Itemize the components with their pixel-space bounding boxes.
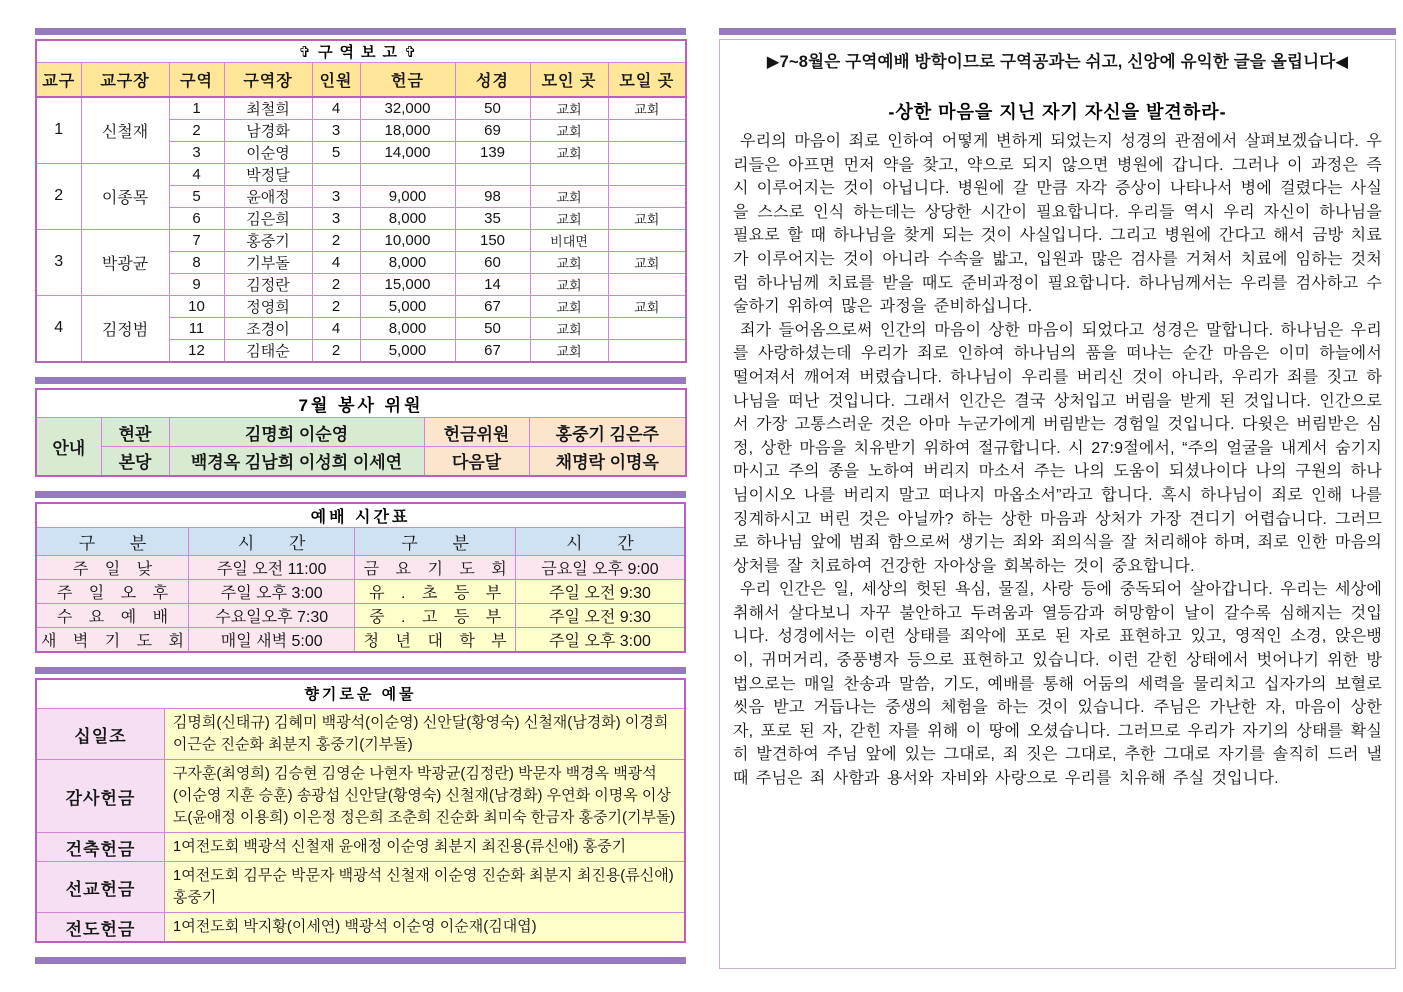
left-column	[35, 28, 686, 964]
meet-place-cell	[608, 229, 686, 251]
offering-cell: 8,000	[360, 317, 455, 339]
offering-cell: 10,000	[360, 229, 455, 251]
zone-cell: 6	[169, 207, 224, 229]
service-time-cell: 주일 오후 3:00	[515, 627, 685, 652]
zone-leader-cell: 조경이	[224, 317, 312, 339]
offering-names-cell: 구자훈(최영희) 김승현 김영순 나현자 박광균(김정란) 박문자 백경옥 백광석(이순영 지훈 승훈) 송광섭 신안달(황영숙) 신철재(남경화) 우연화 이명옥 이상도(윤애정 이용희) 이은정 정은희 조춘희 진순화 최미숙 한금자 홍중기(기부돌)	[164, 760, 685, 833]
report-row	[36, 295, 686, 317]
place-cell: 현관	[101, 418, 169, 447]
zone-cell: 1	[169, 97, 224, 120]
schedule-row	[36, 603, 685, 627]
bible-cell: 60	[455, 251, 530, 273]
schedule-row	[36, 555, 685, 579]
district-report-title-row	[36, 40, 686, 63]
report-row	[36, 97, 686, 120]
offering-row	[36, 760, 685, 833]
header-cell: 시 간	[515, 527, 685, 555]
role-names-cell: 채명락 이명옥	[529, 447, 686, 476]
district-leader-cell: 신철재	[81, 97, 169, 164]
count-cell: 5	[312, 141, 360, 163]
zone-leader-cell: 남경화	[224, 119, 312, 141]
place-cell: 본당	[101, 447, 169, 476]
zone-leader-cell: 박정달	[224, 163, 312, 185]
meet-place-cell	[608, 317, 686, 339]
service-time-cell: 주일 오전 11:00	[188, 555, 355, 579]
count-cell	[312, 163, 360, 185]
header-cell: 성경	[455, 63, 530, 97]
zone-cell: 7	[169, 229, 224, 251]
count-cell: 2	[312, 229, 360, 251]
schedule-row	[36, 627, 685, 652]
report-row	[36, 163, 686, 185]
header-cell: 구역장	[224, 63, 312, 97]
met-place-cell: 교회	[530, 295, 608, 317]
right-column	[719, 28, 1396, 969]
offering-type-cell: 건축헌금	[36, 833, 164, 862]
names-cell: 백경옥 김남희 이성희 이세연	[169, 447, 424, 476]
guide-label-cell: 안내	[36, 418, 101, 476]
zone-leader-cell: 김정란	[224, 273, 312, 295]
offering-cell: 8,000	[360, 207, 455, 229]
vacation-notice: ▶7~8월은 구역예배 방학이므로 구역공과는 쉬고, 신앙에 유익한 글을 올립니다◀	[766, 53, 1349, 71]
met-place-cell	[530, 163, 608, 185]
worship-schedule-header-row	[36, 527, 685, 555]
section-divider-bar	[719, 28, 1396, 35]
met-place-cell: 교회	[530, 207, 608, 229]
offering-names-cell: 1여전도회 김무순 박문자 백광석 신철재 이순영 진순화 최분지 최진용(류신애) 홍중기	[164, 862, 685, 913]
committee-row	[36, 447, 686, 476]
header-cell: 모일 곳	[608, 63, 686, 97]
article-paragraph: 죄가 들어옴으로써 인간의 마음이 상한 마음이 되었다고 성경은 말합니다. 하나님은 우리를 사랑하셨는데 우리가 죄로 인하여 하나님의 품을 떠나는 순간 마음은 이미 하늘에서 떨어져서 깨어져 버렸습니다. 하나님이 우리를 버리신 것이 아니라, 우리가 죄를 짓고 하나님을 떠난 것입니다. 그래서 인간은 결국 상처입고 버림을 받게 된 것입니다. 인간으로서 가장 고통스러운 것은 아마 누군가에게 버림받는 경험일 것입니다. 다윗은 버림받은 심정, 상한 마음을 치유받기 위하여 절규합니다. 시 27:9절에서, “주의 얼굴을 내게서 숨기지 마시고 주의 종을 노하여 버리지 마소서 주는 나의 도움이 되셨나이다 나의 구원의 하나님이시오 나를 버리지 말고 떠나지 마옵소서”라고 합니다. 혹시 하나님이 죄로 인해 나를 징계하시고 버린 것은 아닐까? 하는 상한 마음과 상처가 가장 견디기 어렵습니다. 그러므로 하나님 앞에 범죄 함으로써 생기는 죄와 죄의식을 잘 처리해야 하며, 죄로 인한 마음의 상처를 잘 치료하여 건강한 자아상을 회복하는 것이 중요합니다.	[733, 321, 1382, 575]
committee-row	[36, 418, 686, 447]
meet-place-cell: 교회	[608, 251, 686, 273]
offering-names-cell: 김명희(신태규) 김혜미 백광석(이순영) 신안달(황영숙) 신철재(남경화) 이경희 이근순 진순화 최분지 홍중기(기부돌)	[164, 709, 685, 760]
offering-row	[36, 913, 685, 943]
service-name-cell: 수 요 예 배	[36, 603, 188, 627]
worship-schedule-title: 예배 시간표	[36, 503, 685, 528]
article-title: -상한 마음을 지닌 자기 자신을 발견하라-	[888, 102, 1227, 122]
zone-cell: 11	[169, 317, 224, 339]
offering-row	[36, 709, 685, 760]
article-paragraph: 우리의 마음이 죄로 인하여 어떻게 변하게 되었는지 성경의 관점에서 살펴보겠습니다. 우리들은 아프면 먼저 약을 찾고, 약으로 되지 않으면 병원에 갑니다. 그러나 이 과정은 즉시 이루어지는 것이 아닙니다. 병원에 갈 만큼 자각 증상이 나타나서 병에 걸렸다는 사실을 스스로 인식 하는데는 상당한 시간이 필요합니다. 우리들 역시 우리 자신이 하나님을 필요로 할 때 하나님을 찾게 되는 것이 사실입니다. 그리고 병원에 간다고 해서 금방 치료가 이루어지는 것이 아니라 수속을 밟고, 입원과 많은 검사를 거쳐서 치료에 임하는 것처럼 하나님께 치료를 받을 때도 준비과정이 필요합니다. 하나님께서는 우리를 검사하고 수술하기 위하여 많은 과정을 준비하십니다.	[733, 133, 1382, 316]
offering-cell: 32,000	[360, 97, 455, 120]
offering-type-cell: 선교헌금	[36, 862, 164, 913]
district-number-cell: 1	[36, 97, 81, 164]
service-name-cell: 유 . 초 등 부	[355, 579, 515, 603]
header-cell: 인원	[312, 63, 360, 97]
offering-cell: 5,000	[360, 339, 455, 362]
met-place-cell: 교회	[530, 317, 608, 339]
header-cell: 모인 곳	[530, 63, 608, 97]
offering-cell	[360, 163, 455, 185]
bible-cell: 67	[455, 295, 530, 317]
offering-names-cell: 1여전도회 백광석 신철재 윤애정 이순영 최분지 최진용(류신애) 홍중기	[164, 833, 685, 862]
district-report-title: ✞구역보고✞	[36, 40, 686, 63]
role-cell: 다음달	[424, 447, 529, 476]
service-name-cell: 새 벽 기 도 회	[36, 627, 188, 652]
zone-cell: 4	[169, 163, 224, 185]
meet-place-cell: 교회	[608, 207, 686, 229]
meet-place-cell	[608, 273, 686, 295]
zone-leader-cell: 최철희	[224, 97, 312, 120]
service-name-cell: 주 일 오 후	[36, 579, 188, 603]
bible-cell: 50	[455, 97, 530, 120]
zone-cell: 8	[169, 251, 224, 273]
role-cell: 헌금위원	[424, 418, 529, 447]
offering-row	[36, 862, 685, 913]
bible-cell: 50	[455, 317, 530, 339]
zone-cell: 9	[169, 273, 224, 295]
bible-cell: 139	[455, 141, 530, 163]
count-cell: 2	[312, 295, 360, 317]
zone-leader-cell: 정영희	[224, 295, 312, 317]
count-cell: 2	[312, 273, 360, 295]
district-leader-cell: 김정범	[81, 295, 169, 362]
service-committee-title-row	[36, 389, 686, 418]
bible-cell: 69	[455, 119, 530, 141]
zone-cell: 5	[169, 185, 224, 207]
role-names-cell: 홍중기 김은주	[529, 418, 686, 447]
offering-cell: 15,000	[360, 273, 455, 295]
service-committee-title: 7월 봉사 위원	[36, 389, 686, 418]
offering-cell: 18,000	[360, 119, 455, 141]
zone-cell: 2	[169, 119, 224, 141]
zone-leader-cell: 홍중기	[224, 229, 312, 251]
offering-cell: 14,000	[360, 141, 455, 163]
meet-place-cell	[608, 163, 686, 185]
bible-cell: 35	[455, 207, 530, 229]
service-name-cell: 주 일 낮	[36, 555, 188, 579]
count-cell: 3	[312, 207, 360, 229]
names-cell: 김명희 이순영	[169, 418, 424, 447]
offering-cell: 5,000	[360, 295, 455, 317]
count-cell: 3	[312, 185, 360, 207]
offering-row	[36, 833, 685, 862]
meet-place-cell	[608, 141, 686, 163]
bible-cell: 98	[455, 185, 530, 207]
section-divider-bar	[35, 377, 686, 384]
section-divider-bar	[35, 491, 686, 498]
header-cell: 헌금	[360, 63, 455, 97]
header-cell: 시 간	[188, 527, 355, 555]
zone-leader-cell: 기부돌	[224, 251, 312, 273]
bible-cell: 14	[455, 273, 530, 295]
zone-leader-cell: 김은희	[224, 207, 312, 229]
met-place-cell: 비대면	[530, 229, 608, 251]
service-time-cell: 주일 오후 3:00	[188, 579, 355, 603]
count-cell: 4	[312, 317, 360, 339]
bible-cell: 67	[455, 339, 530, 362]
header-cell: 구역	[169, 63, 224, 97]
section-divider-bar	[35, 957, 686, 964]
district-leader-cell: 이종목	[81, 163, 169, 229]
offering-type-cell: 십일조	[36, 709, 164, 760]
zone-cell: 3	[169, 141, 224, 163]
meet-place-cell	[608, 339, 686, 362]
met-place-cell: 교회	[530, 273, 608, 295]
meet-place-cell	[608, 185, 686, 207]
header-cell: 교구장	[81, 63, 169, 97]
met-place-cell: 교회	[530, 251, 608, 273]
meet-place-cell: 교회	[608, 295, 686, 317]
offering-type-cell: 전도헌금	[36, 913, 164, 943]
meet-place-cell	[608, 119, 686, 141]
section-divider-bar	[35, 28, 686, 35]
header-cell: 구 분	[36, 527, 188, 555]
service-time-cell: 주일 오전 9:30	[515, 603, 685, 627]
section-divider-bar	[35, 667, 686, 674]
offering-cell: 9,000	[360, 185, 455, 207]
met-place-cell: 교회	[530, 185, 608, 207]
header-cell: 교구	[36, 63, 81, 97]
service-name-cell: 청 년 대 학 부	[355, 627, 515, 652]
meet-place-cell: 교회	[608, 97, 686, 120]
header-cell: 구 분	[355, 527, 515, 555]
count-cell: 2	[312, 339, 360, 362]
offerings-title: 향기로운 예물	[36, 679, 685, 709]
report-row	[36, 229, 686, 251]
met-place-cell: 교회	[530, 97, 608, 120]
count-cell: 4	[312, 251, 360, 273]
bible-cell	[455, 163, 530, 185]
offering-type-cell: 감사헌금	[36, 760, 164, 833]
district-report-header-row	[36, 63, 686, 97]
offerings-title-row	[36, 679, 685, 709]
met-place-cell: 교회	[530, 119, 608, 141]
count-cell: 4	[312, 97, 360, 120]
service-time-cell: 주일 오전 9:30	[515, 579, 685, 603]
service-time-cell: 금요일 오후 9:00	[515, 555, 685, 579]
service-name-cell: 금 요 기 도 회	[355, 555, 515, 579]
district-number-cell: 4	[36, 295, 81, 362]
district-leader-cell: 박광균	[81, 229, 169, 295]
article-paragraph: 우리 인간은 일, 세상의 헛된 욕심, 물질, 사랑 등에 중독되어 살아갑니다. 우리는 세상에 취해서 살다보니 자꾸 불안하고 두려움과 열등감과 허망함이 날이 갈수록 심해지는 것입니다. 성경에서는 이런 상태를 죄악에 포로 된 자로 표현하고 있고, 영적인 소경, 앉은뱅이, 귀머거리, 중풍병자 등으로 표현하고 있습니다. 이런 갇힌 상태에서 벗어나기 위한 방법으로는 매일 찬송과 말씀, 기도, 예배를 통해 어둠의 세력을 물리치고 십자가의 보혈로 씻음 받고 거듭나는 중생의 체험을 하는 것이 있습니다. 주님은 가난한 자, 마음이 상한 자, 포로 된 자, 갇힌 자를 위해 이 땅에 오셨습니다. 그러므로 우리가 자기의 상태를 확실히 발견하여 주님 앞에 있는 그대로, 죄 짓은 그대로, 추한 그대로 자기를 솔직히 드러 낼 때 주님은 죄 사함과 용서와 자비와 사랑으로 우리를 치유해 주실 것입니다.	[733, 581, 1382, 788]
zone-leader-cell: 이순영	[224, 141, 312, 163]
zone-leader-cell: 윤애정	[224, 185, 312, 207]
zone-leader-cell: 김태순	[224, 339, 312, 362]
article-box	[719, 39, 1396, 969]
zone-cell: 10	[169, 295, 224, 317]
offerings-table	[35, 678, 686, 944]
district-number-cell: 2	[36, 163, 81, 229]
worship-schedule-table	[35, 502, 686, 653]
service-time-cell: 매일 새벽 5:00	[188, 627, 355, 652]
offering-cell: 8,000	[360, 251, 455, 273]
zone-cell: 12	[169, 339, 224, 362]
service-time-cell: 수요일오후 7:30	[188, 603, 355, 627]
met-place-cell: 교회	[530, 339, 608, 362]
article-body	[733, 130, 1382, 791]
worship-schedule-title-row	[36, 503, 685, 528]
service-committee-table	[35, 388, 687, 477]
district-number-cell: 3	[36, 229, 81, 295]
count-cell: 3	[312, 119, 360, 141]
bible-cell: 150	[455, 229, 530, 251]
met-place-cell: 교회	[530, 141, 608, 163]
service-name-cell: 중 . 고 등 부	[355, 603, 515, 627]
schedule-row	[36, 579, 685, 603]
district-report-table	[35, 39, 687, 363]
offering-names-cell: 1여전도회 박지황(이세연) 백광석 이순영 이순재(김대엽)	[164, 913, 685, 943]
